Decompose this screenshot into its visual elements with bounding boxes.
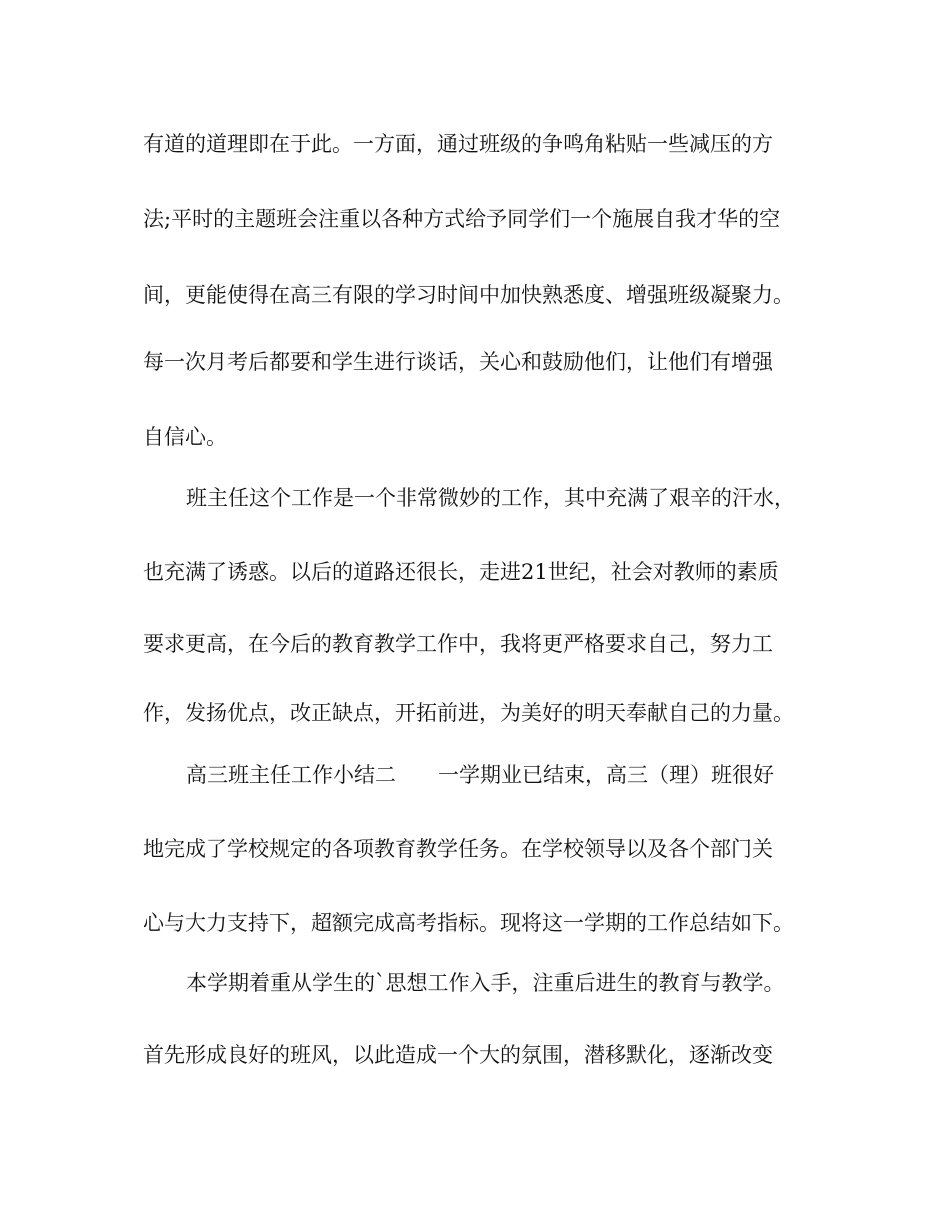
- text-line: 间，更能使得在高三有限的学习时间中加快熟悉度、增强班级凝聚力。: [143, 283, 794, 307]
- text-line: 自信心。: [143, 425, 227, 449]
- text-line: 高三班主任工作小结二 一学期业已结束，高三（理）班很好: [186, 763, 774, 787]
- text-line: 要求更高，在今后的教育教学工作中，我将更严格要求自己，努力工: [143, 632, 773, 656]
- text-line: 每一次月考后都要和学生进行谈话，关心和鼓励他们，让他们有增强: [143, 350, 773, 374]
- text-line: 心与大力支持下，超额完成高考指标。现将这一学期的工作总结如下。: [143, 911, 794, 935]
- text-line: 地完成了学校规定的各项教育教学任务。在学校领导以及各个部门关: [143, 837, 773, 861]
- text-line: 首先形成良好的班风，以此造成一个大的氛围，潜移默化，逐渐改变: [143, 1043, 773, 1067]
- text-line: 作，发扬优点，改正缺点，开拓前进，为美好的明天奉献自己的力量。: [143, 701, 794, 725]
- text-line: 班主任这个工作是一个非常微妙的工作，其中充满了艰辛的汗水，: [186, 486, 795, 510]
- text-line: 也充满了诱惑。以后的道路还很长，走进21世纪，社会对教师的素质: [143, 560, 779, 584]
- text-line: 法;平时的主题班会注重以各种方式给予同学们一个施展自我才华的空: [143, 207, 781, 231]
- text-line: 有道的道理即在于此。一方面，通过班级的争鸣角粘贴一些减压的方: [143, 132, 773, 156]
- text-line: 本学期着重从学生的`思想工作入手，注重后进生的教育与教学。: [186, 971, 785, 995]
